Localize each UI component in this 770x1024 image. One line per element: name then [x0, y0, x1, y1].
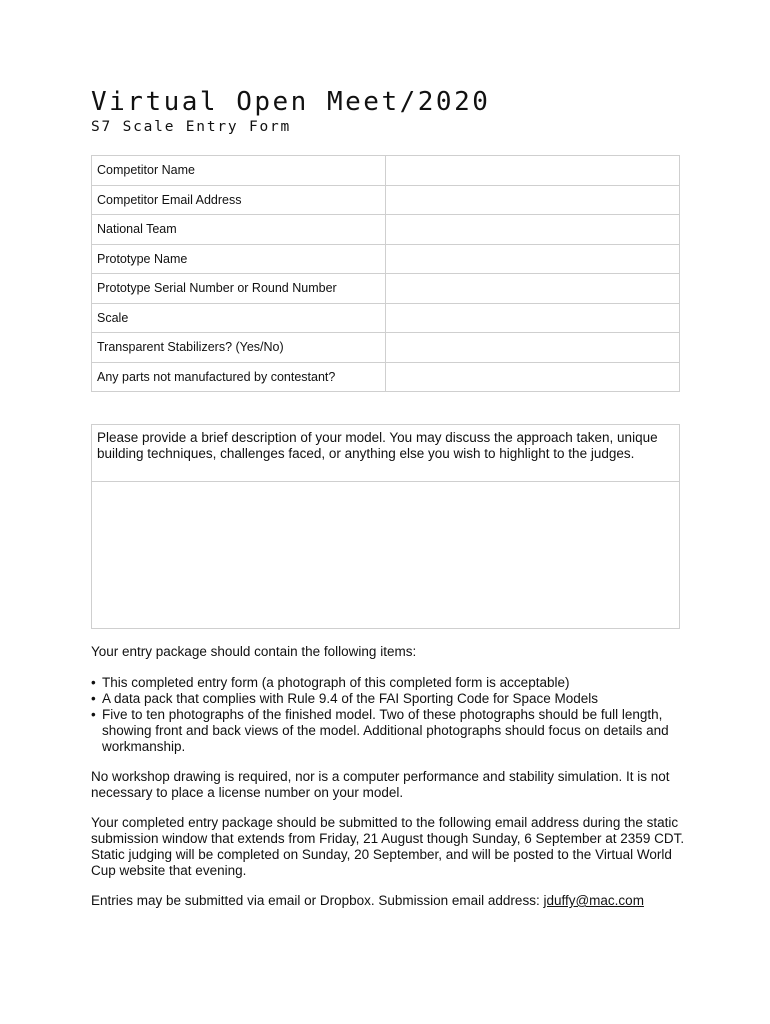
list-item: • A data pack that complies with Rule 9.4 of the FAI Sporting Code for Space Models: [91, 691, 599, 706]
list-item: • Five to ten photographs of the finished model. Two of these photographs should be full length, showing front and back views of the model. Additional photographs should focus on details and workmanship.: [91, 707, 669, 754]
submission-email-link[interactable]: jduffy@mac.com: [543, 893, 644, 908]
field-label: Transparent Stabilizers? (Yes/No): [92, 333, 386, 363]
bullet-icon: •: [91, 707, 96, 722]
field-row-competitor-email: [92, 185, 680, 215]
paragraph-submission: Your completed entry package should be submitted to the following email address during the static submission window that extends from Friday, 21 August though Sunday, 6 September at 2359 CDT. Static judging will be completed on Sunday, 20 September, and will be posted to the Virtual World Cup website that evening.: [91, 815, 685, 878]
field-label: Competitor Email Address: [92, 185, 386, 215]
national-team-input[interactable]: [386, 215, 679, 243]
field-row-national-team: [92, 215, 680, 245]
field-label: Prototype Serial Number or Round Number: [92, 274, 386, 304]
competitor-name-input[interactable]: [386, 156, 679, 184]
list-item: • This completed entry form (a photograph of this completed form is acceptable): [91, 675, 570, 690]
field-label: Competitor Name: [92, 156, 386, 186]
transparent-stabilizers-input[interactable]: [386, 333, 679, 361]
field-row-prototype-serial: [92, 274, 680, 304]
description-textarea[interactable]: [92, 482, 679, 628]
paragraph-drawing: No workshop drawing is required, nor is a computer performance and stability simulation. It is not necessary to place a license number on your model.: [91, 769, 670, 800]
scale-input[interactable]: [386, 304, 679, 332]
field-row-scale: [92, 303, 680, 333]
field-label: National Team: [92, 215, 386, 245]
description-box: [91, 424, 680, 629]
entries-text: Entries may be submitted via email or Dropbox. Submission email address:: [91, 893, 544, 908]
field-label: Any parts not manufactured by contestant?: [92, 362, 386, 392]
parts-not-manufactured-input[interactable]: [386, 363, 679, 391]
field-label: Scale: [92, 303, 386, 333]
instructions: [91, 644, 691, 909]
field-row-competitor-name: [92, 156, 680, 186]
package-intro: Your entry package should contain the following items:: [91, 644, 417, 659]
page-title: Virtual Open Meet/2020: [91, 87, 491, 117]
prototype-name-input[interactable]: [386, 245, 679, 273]
prototype-serial-input[interactable]: [386, 274, 679, 302]
page-subtitle: S7 Scale Entry Form: [91, 119, 292, 135]
description-prompt: Please provide a brief description of your model. You may discuss the approach taken, unique building techniques, challenges faced, or anything else you wish to highlight to the judges.: [92, 425, 679, 482]
bullet-icon: •: [91, 691, 96, 706]
field-row-transparent-stabilizers: [92, 333, 680, 363]
field-row-prototype-name: [92, 244, 680, 274]
package-items-list: [91, 675, 691, 755]
field-label: Prototype Name: [92, 244, 386, 274]
paragraph-entries: [91, 893, 691, 909]
competitor-email-input[interactable]: [386, 186, 679, 214]
entry-fields-table: [91, 155, 680, 392]
field-row-parts-not-manufactured: [92, 362, 680, 392]
bullet-icon: •: [91, 675, 96, 690]
